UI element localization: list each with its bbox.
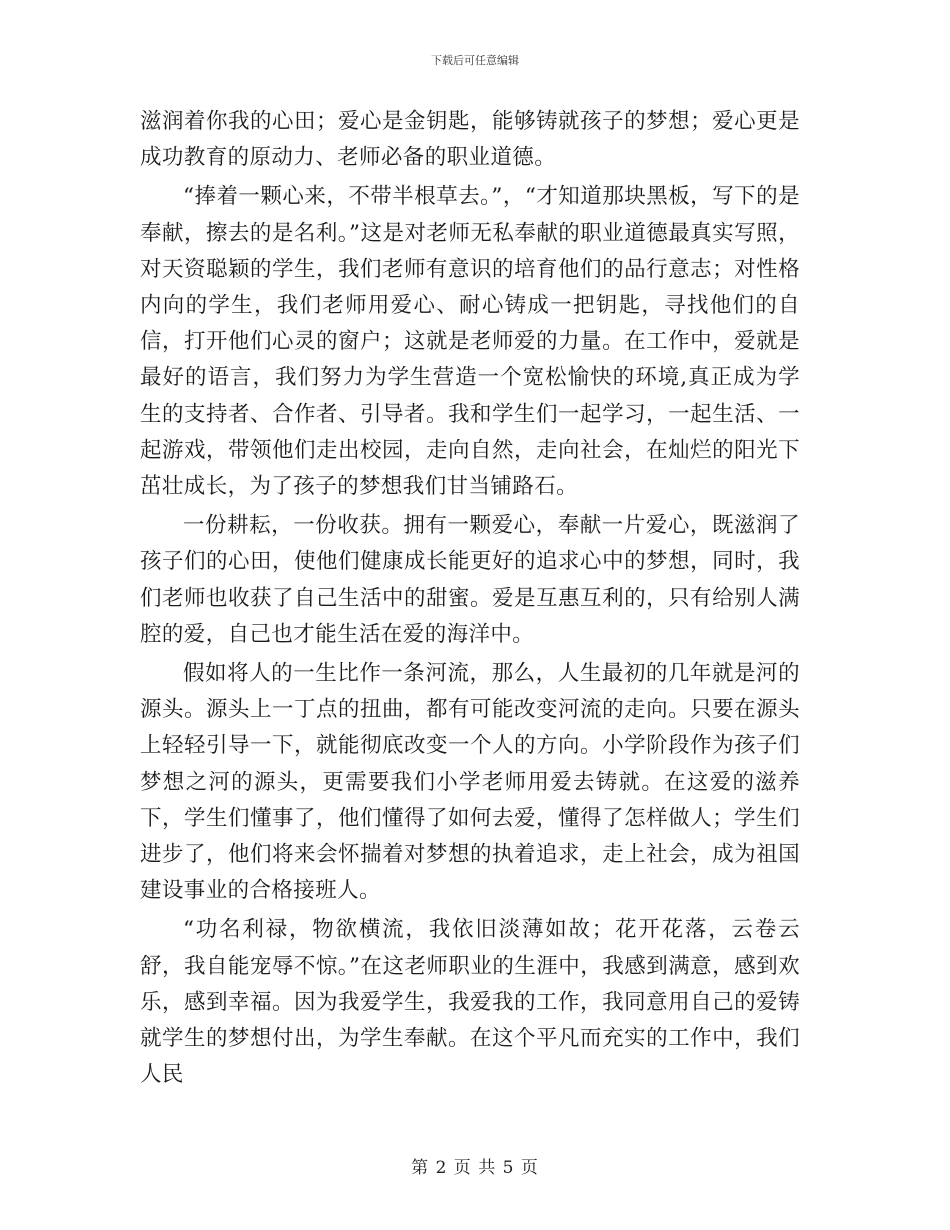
paragraph: 一份耕耘，一份收获。拥有一颗爱心，奉献一片爱心，既滋润了孩子们的心田，使他们健康成长能更好的追求心中的梦想，同时，我们老师也收获了自己生活中的甜蜜。爱是互惠互利的，只有给别人满腔的爱，自己也才能生活在爱的海洋中。	[140, 513, 800, 647]
paragraph: 假如将人的一生比作一条河流，那么，人生最初的几年就是河的源头。源头上一丁点的扭曲，都有可能改变河流的走向。只要在源头上轻轻引导一下，就能彻底改变一个人的方向。小学阶段作为孩子们梦想之河的源头，更需要我们小学老师用爱去铸就。在这爱的滋养下，学生们懂事了，他们懂得了如何去爱，懂得了怎样做人；学生们进步了，他们将来会怀揣着对梦想的执着追求，走上社会，成为祖国建设事业的合格接班人。	[140, 661, 800, 904]
paragraph: 滋润着你我的心田；爱心是金钥匙，能够铸就孩子的梦想；爱心更是成功教育的原动力、老师必备的职业道德。	[140, 109, 800, 171]
paragraph: “捧着一颗心来，不带半根草去。”，“才知道那块黑板，写下的是奉献，擦去的是名利。”这是对老师无私奉献的职业道德最真实写照，对天资聪颖的学生，我们老师有意识的培育他们的品行意志；对性格内向的学生，我们老师用爱心、耐心铸成一把钥匙，寻找他们的自信，打开他们心灵的窗户；这就是老师爱的力量。在工作中，爱就是最好的语言，我们努力为学生营造一个宽松愉快的环境,真正成为学生的支持者、合作者、引导者。我和学生们一起学习，一起生活、一起游戏，带领他们走出校园，走向自然，走向社会，在灿烂的阳光下茁壮成长，为了孩子的梦想我们甘当铺路石。	[140, 184, 800, 500]
document-body	[140, 104, 800, 1093]
page-header: 下载后可任意编辑	[431, 54, 519, 67]
page-number-footer: 第 2 页 共 5 页	[411, 1158, 539, 1178]
paragraph: “功名利禄，物欲横流，我依旧淡薄如故；花开花落，云卷云舒，我自能宠辱不惊。”在这老师职业的生涯中，我感到满意，感到欢乐，感到幸福。因为我爱学生，我爱我的工作，我同意用自己的爱铸就学生的梦想付出，为学生奉献。在这个平凡而充实的工作中，我们人民	[140, 917, 800, 1088]
